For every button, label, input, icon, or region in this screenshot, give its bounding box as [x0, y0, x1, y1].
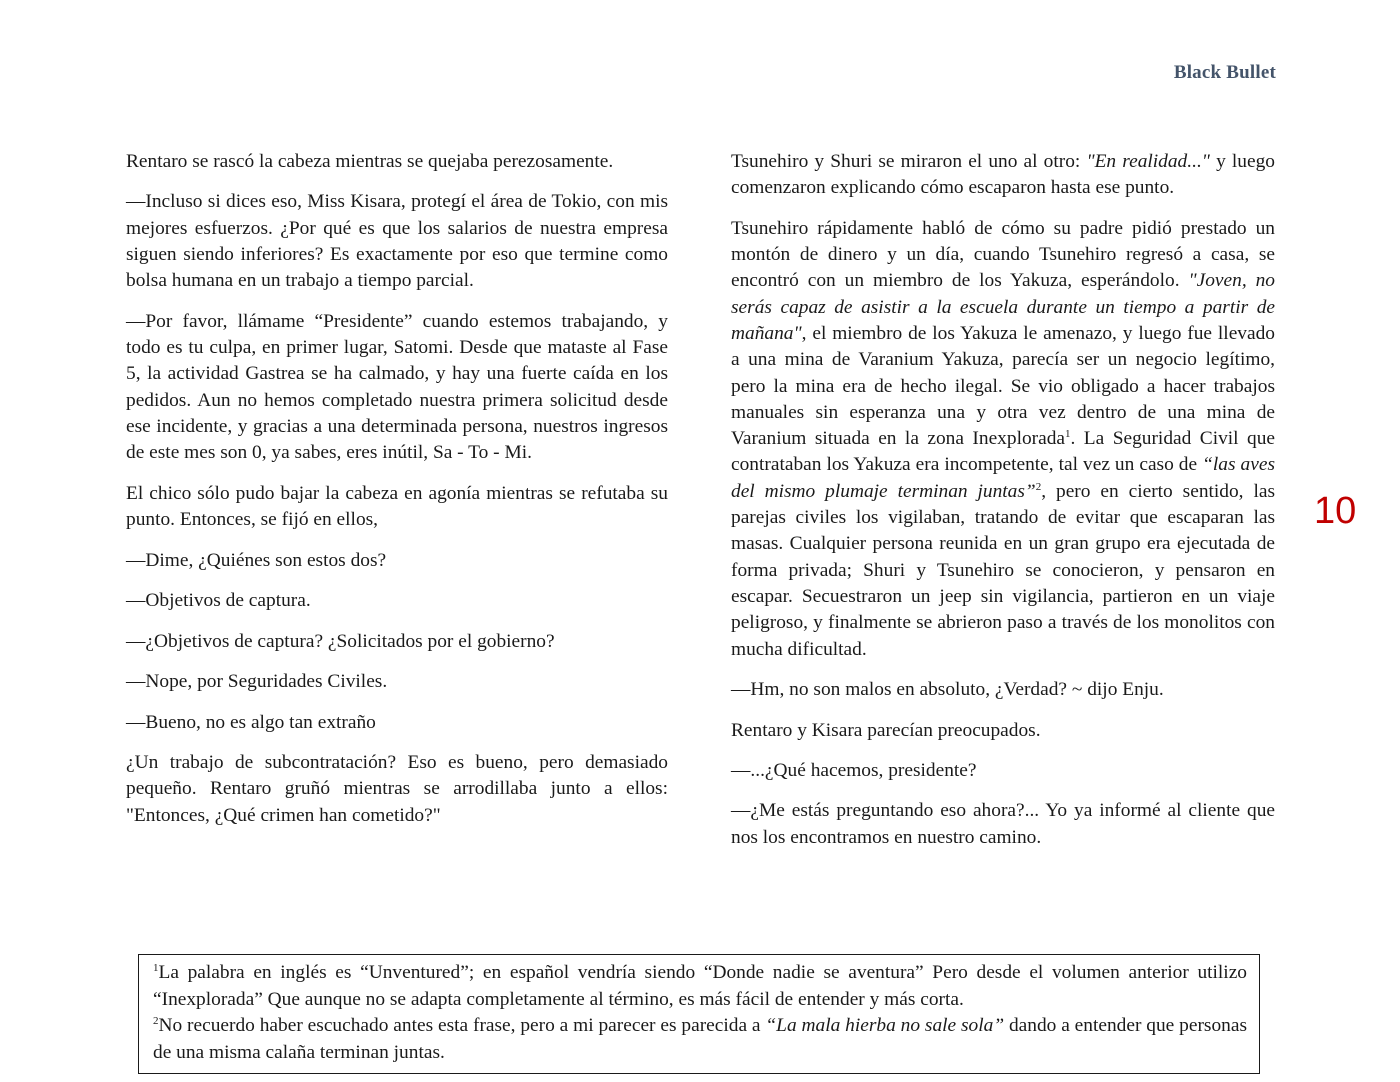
quoted-speech: "En realidad..."	[1086, 151, 1210, 172]
footnote-text: dando a entender que personas de una misma calaña terminan juntas.	[153, 1015, 1248, 1063]
text-run: Tsunehiro rápidamente habló de cómo su padre pidió prestado un montón de dinero y un día, cuando Tsunehiro regresó a casa, se encontró con un miembro de los Yakuza, esperándolo.	[731, 217, 1275, 292]
paragraph: —Objetivos de captura.	[126, 590, 311, 612]
paragraph: —Bueno, no es algo tan extraño	[126, 711, 376, 733]
footnote-text: La palabra en inglés es “Unventured”; en español vendría siendo “Donde nadie se aventura” Pero desde el volumen anterior utilizo “Inexplorada” Que aunque no se adapta completamente al término, es más fácil de entender y más corta.	[153, 962, 1247, 1010]
quoted-speech: "Joven, no serás capaz de asistir a la escuela durante un tiempo a partir de mañana"	[731, 270, 1275, 344]
text-run: , pero en cierto sentido, las parejas civiles los vigilaban, tratando de evitar que escaparan las masas. Cualquier persona reunida en un gran grupo era ejecutada de forma privada; Shuri y Tsunehiro se conocieron, y pensaron en escapar. Secuestraron un jeep sin vigilancia, partieron en un viaje peligroso, y finalmente se abrieron paso a través de los monolitos con mucha dificultad.	[731, 480, 1275, 660]
paragraph: El chico sólo pudo bajar la cabeza en agonía mientras se refutaba su punto. Entonces, se fijó en ellos,	[126, 482, 668, 531]
text-run: y luego comenzaron explicando cómo escaparon hasta ese punto.	[731, 151, 1275, 199]
paragraph: —...¿Qué hacemos, presidente?	[731, 759, 977, 781]
text-run: , el miembro de los Yakuza le amenazo, y luego fue llevado a una mina de Varanium Yakuza, parecía ser un negocio legítimo, pero la mina era de hecho ilegal. Se vio obligado a hacer trabajos manuales sin esperanza una y otra vez dentro de una mina de Varanium situada en la zona Inexplorada	[731, 322, 1275, 450]
quoted-phrase: “las aves del mismo plumaje terminan juntas”	[731, 454, 1275, 502]
paragraph: —¿Me estás preguntando eso ahora?... Yo ya informé al cliente que nos los encontramos en nuestro camino.	[731, 800, 1275, 848]
right-column	[731, 149, 1275, 865]
book-title: Black Bullet	[1173, 62, 1276, 83]
footnote-text: No recuerdo haber escuchado antes esta frase, pero a mi parecer es parecida a	[158, 1015, 766, 1037]
paragraph: ¿Un trabajo de subcontratación? Eso es bueno, pero demasiado pequeño. Rentaro gruñó mientras se arrodillaba junto a ellos: "Entonces, ¿Qué crimen han cometido?"	[126, 752, 668, 826]
footnote-marker: 2	[153, 1015, 159, 1028]
paragraph: Rentaro se rascó la cabeza mientras se quejaba perezosamente.	[126, 151, 614, 172]
paragraph: —Dime, ¿Quiénes son estos dos?	[126, 549, 387, 571]
footnote-ref: 1	[1065, 428, 1071, 441]
left-column	[126, 149, 668, 843]
paragraph: —Hm, no son malos en absoluto, ¿Verdad? ~ dijo Enju.	[731, 679, 1164, 701]
paragraph: Rentaro y Kisara parecían preocupados.	[731, 719, 1041, 741]
paragraph: —¿Objetivos de captura? ¿Solicitados por el gobierno?	[126, 630, 555, 652]
page-number: 10	[1314, 490, 1357, 532]
paragraph	[731, 149, 1275, 202]
paragraph: —Incluso si dices eso, Miss Kisara, protegí el área de Tokio, con mis mejores esfuerzos. ¿Por qué es que los salarios de nuestra empresa siguen siendo inferiores? Es exactamente por eso que termine como bolsa humana en un trabajo a tiempo parcial.	[126, 191, 668, 292]
footnotes-box	[138, 954, 1260, 1074]
paragraph: —Nope, por Seguridades Civiles.	[126, 671, 388, 693]
text-run: . La Seguridad Civil que contrataban los Yakuza era incompetente, tal vez un caso de	[731, 428, 1275, 476]
quoted-phrase: “La mala hierba no sale sola”	[765, 1015, 1005, 1037]
footnote	[153, 1013, 1247, 1066]
footnote	[153, 960, 1247, 1013]
footnote-ref: 2	[1035, 480, 1042, 493]
footnote-marker: 1	[153, 962, 159, 974]
text-run: Tsunehiro y Shuri se miraron el uno al otro:	[731, 151, 1087, 172]
paragraph	[731, 216, 1275, 663]
paragraph: —Por favor, llámame “Presidente” cuando estemos trabajando, y todo es tu culpa, en primer lugar, Satomi. Desde que mataste al Fase 5, la actividad Gastrea se ha calmado, y hay una fuerte caída en los pedidos. Aun no hemos completado nuestra primera solicitud desde ese incidente, y gracias a una determinada persona, nuestros ingresos de este mes son 0, ya sabes, eres inútil, Sa - To - Mi.	[126, 310, 668, 464]
